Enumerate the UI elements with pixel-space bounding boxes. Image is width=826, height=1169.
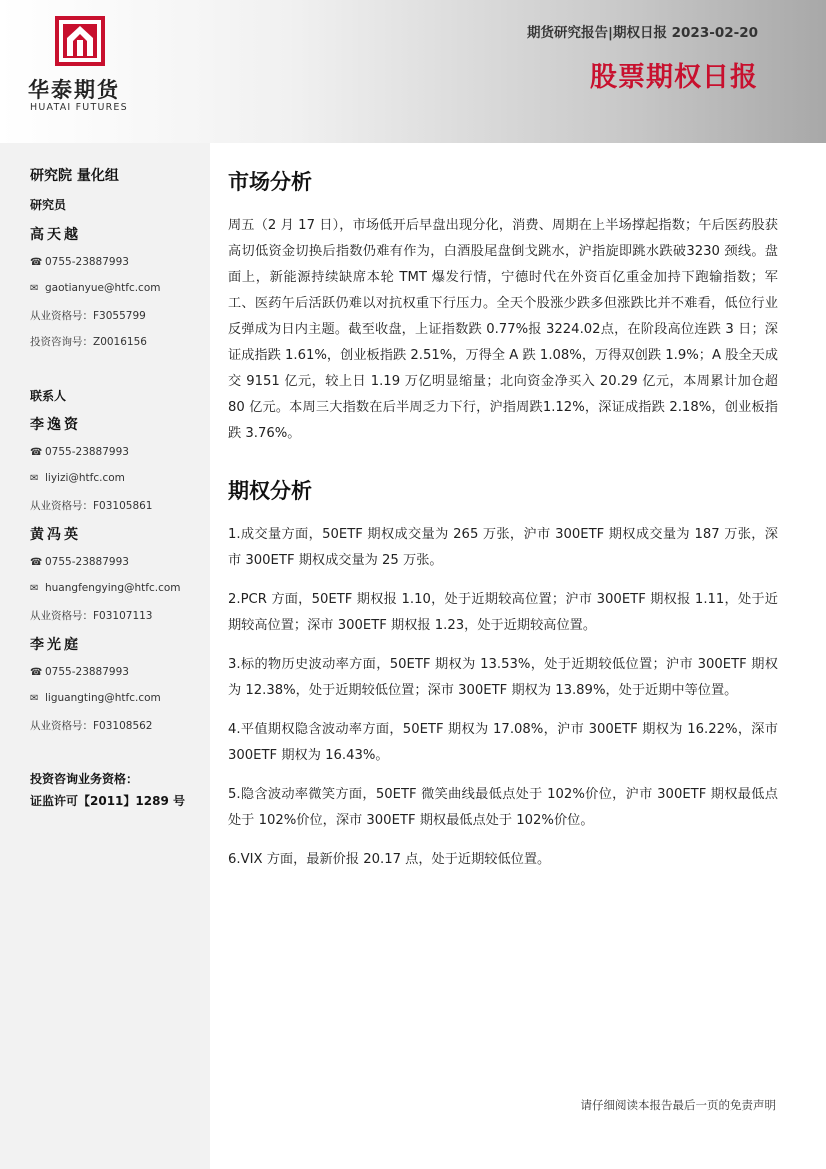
options-item: 2.PCR 方面，50ETF 期权报 1.10，处于近期较高位置；沪市 300ETF 期权报 1.11，处于近期较高位置；深市 300ETF 期权报 1.23，处于近期较高位置。 [228,592,778,633]
page-header [0,0,826,143]
options-item: 1.成交量方面，50ETF 期权成交量为 265 万张，沪市 300ETF 期权成交量为 187 万张，深市 300ETF 期权成交量为 25 万张。 [228,527,778,568]
researcher-name: 高天越 [30,227,81,243]
options-item: 5.隐含波动率微笑方面，50ETF 微笑曲线最低点处于 102%价位，沪市 300ETF 期权最低点处于 102%价位，深市 300ETF 期权最低点处于 102%价位。 [228,787,778,828]
footer-disclaimer: 请仔细阅读本报告最后一页的免责声明 [580,1098,776,1112]
contact-license: 从业资格号：F03108562 [30,720,153,732]
sidebar [0,143,210,1169]
contact-license: 从业资格号：F03105861 [30,500,153,512]
market-analysis-title: 市场分析 [228,170,312,194]
market-analysis-paragraph: 周五（2 月 17 日），市场低开后早盘出现分化，消费、周期在上半场撑起指数；午后医药股获高切低资金切换后指数仍难有作为，白酒股尾盘倒戈跳水，沪指旋即跳水跌破3230 颈线。盘面上，新能源持续缺席本轮 TMT 爆发行情，宁德时代在外资百亿重金加持下跑输指数；军工、医药午后活跃仍难以对抗权重下行压力。全天个股涨少跌多但涨跌比并不难看，低位行业反弹成为日内主题。截至收盘，上证指数跌 0.77%报 3224.02点，在阶段高位连跌 3 日；深证成指跌 1.61%，创业板指跌 2.51%，万得全 A 跌 1.08%，万得双创跌 1.9%；A 股全天成交 9151 亿元，较上日 1.19 万亿明显缩量；北向资金净买入 20.29 亿元，本周累计加仓超 80 亿元。本周三大指数在后半周乏力下行，沪指周跌1.12%，深证成指跌 2.18%，创业板指跌 3.76%。 [228,218,778,441]
logo-chinese-name: 华泰期货 [28,78,120,102]
options-item: 4.平值期权隐含波动率方面，50ETF 期权为 17.08%，沪市 300ETF 期权为 16.22%，深市300ETF 期权为 16.43%。 [228,722,778,763]
phone-icon: ☎ [30,667,43,678]
researcher-license: 从业资格号：F3055799 [30,310,146,322]
contact-email[interactable]: ✉ huangfengying@htfc.com [30,582,181,594]
contact-phone: ☎ 0755-23887993 [30,446,129,458]
researcher-label: 研究员 [30,198,67,212]
researcher-advisor-number: 投资咨询号：Z0016156 [30,336,147,348]
contact-name: 黄冯英 [30,527,81,543]
email-icon: ✉ [30,283,39,294]
contact-phone: ☎ 0755-23887993 [30,556,129,568]
contact-name: 李光庭 [30,637,81,653]
researcher-email[interactable]: ✉ gaotianyue@htfc.com [30,282,161,294]
department-heading: 研究院 量化组 [30,168,119,184]
phone-icon: ☎ [30,557,43,568]
company-logo [28,16,138,116]
email-icon: ✉ [30,693,39,704]
huatai-logo-icon [55,16,105,66]
researcher-phone: ☎ 0755-23887993 [30,256,129,268]
qualification-line-1: 投资咨询业务资格： [30,772,139,786]
phone-icon: ☎ [30,257,43,268]
options-item: 6.VIX 方面，最新价报 20.17 点，处于近期较低位置。 [228,852,551,867]
report-title: 股票期权日报 [590,62,758,93]
logo-english-name: HUATAI FUTURES [30,102,128,113]
options-item: 3.标的物历史波动率方面，50ETF 期权为 13.53%，处于近期较低位置；沪市 300ETF 期权为 12.38%，处于近期较低位置；深市 300ETF 期权为 13.89%，处于近期中等位置。 [228,657,778,698]
contact-label: 联系人 [30,389,67,403]
contact-license: 从业资格号：F03107113 [30,610,153,622]
email-icon: ✉ [30,473,39,484]
report-type-date: 期货研究报告|期权日报 2023-02-20 [527,25,758,41]
contact-phone: ☎ 0755-23887993 [30,666,129,678]
contact-email[interactable]: ✉ liguangting@htfc.com [30,692,161,704]
qualification-line-2: 证监许可【2011】1289 号 [30,794,185,808]
phone-icon: ☎ [30,447,43,458]
contact-name: 李逸资 [30,417,81,433]
contact-email[interactable]: ✉ liyizi@htfc.com [30,472,125,484]
email-icon: ✉ [30,583,39,594]
options-analysis-title: 期权分析 [228,479,312,503]
